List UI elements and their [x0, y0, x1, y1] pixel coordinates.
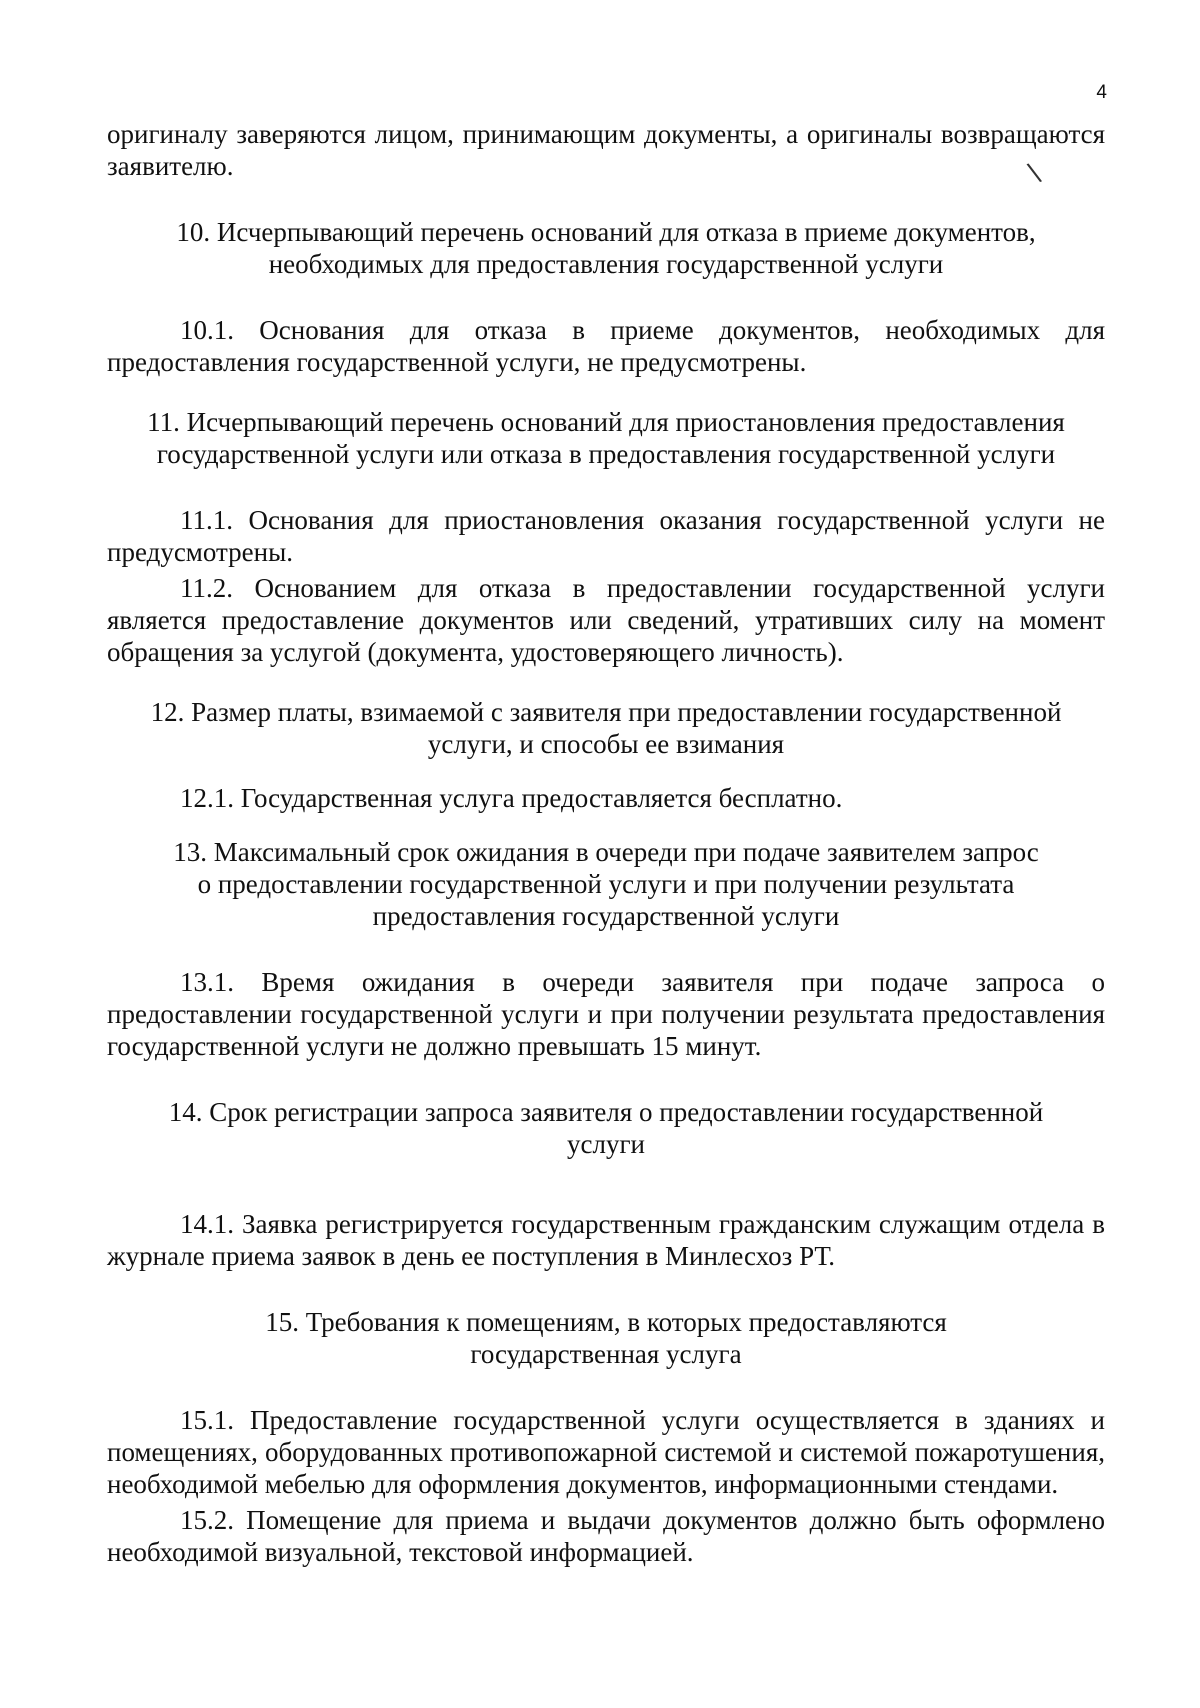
paragraph-14-1: 14.1. Заявка регистрируется государственным гражданским служащим отдела в журнале приема заявок в день ее поступления в Минлесхоз РТ. [107, 1209, 1105, 1271]
section-14-heading-line-2: услуги [567, 1129, 645, 1159]
page-number: 4 [1096, 82, 1107, 103]
section-11-heading-line-2: государственной услуги или отказа в предоставления государственной услуги [156, 439, 1056, 469]
paragraph-15-2: 15.2. Помещение для приема и выдачи документов должно быть оформлено необходимой визуальной, текстовой информацией. [107, 1505, 1105, 1567]
section-13-heading-line-2: о предоставлении государственной услуги и при получении результата [197, 869, 1015, 899]
section-12-heading-line-1: 12. Размер платы, взимаемой с заявителя при предоставлении государственной [150, 697, 1062, 727]
document-body [107, 118, 1105, 1568]
section-15-heading-line-1: 15. Требования к помещениям, в которых предоставляются [265, 1307, 947, 1337]
paragraph-11-2: 11.2. Основанием для отказа в предоставлении государственной услуги является предоставление документов или сведений, утративших силу на момент обращения за услугой (документа, удостоверяющего личность). [107, 573, 1105, 667]
paragraph-13-1: 13.1. Время ожидания в очереди заявителя при подаче запроса о предоставлении государственной услуги и при получении результата предоставления государственной услуги не должно превышать 15 минут. [107, 967, 1105, 1061]
paragraph-12-1: 12.1. Государственная услуга предоставляется бесплатно. [180, 783, 843, 813]
section-13-heading-line-1: 13. Максимальный срок ожидания в очереди при подаче заявителем запрос [173, 837, 1039, 867]
continuation-paragraph: оригиналу заверяются лицом, принимающим документы, а оригиналы возвращаются заявителю. [107, 119, 1105, 181]
section-15-heading-line-2: государственная услуга [470, 1339, 742, 1369]
paragraph-10-1: 10.1. Основания для отказа в приеме документов, необходимых для предоставления государственной услуги, не предусмотрены. [107, 315, 1105, 377]
section-11-heading-line-1: 11. Исчерпывающий перечень оснований для приостановления предоставления [147, 407, 1065, 437]
section-13-heading-line-3: предоставления государственной услуги [372, 901, 840, 931]
section-10-heading-line-1: 10. Исчерпывающий перечень оснований для отказа в приеме документов, [176, 217, 1036, 247]
section-10-heading-line-2: необходимых для предоставления государственной услуги [268, 249, 944, 279]
section-14-heading-line-1: 14. Срок регистрации запроса заявителя о предоставлении государственной [168, 1097, 1044, 1127]
section-12-heading-line-2: услуги, и способы ее взимания [427, 729, 785, 759]
stray-mark: \ [1025, 157, 1044, 189]
paragraph-15-1: 15.1. Предоставление государственной услуги осуществляется в зданиях и помещениях, оборудованных противопожарной системой и системой пожаротушения, необходимой мебелью для оформления документов, информационными стендами. [107, 1405, 1105, 1499]
paragraph-11-1: 11.1. Основания для приостановления оказания государственной услуги не предусмотрены. [107, 505, 1105, 567]
